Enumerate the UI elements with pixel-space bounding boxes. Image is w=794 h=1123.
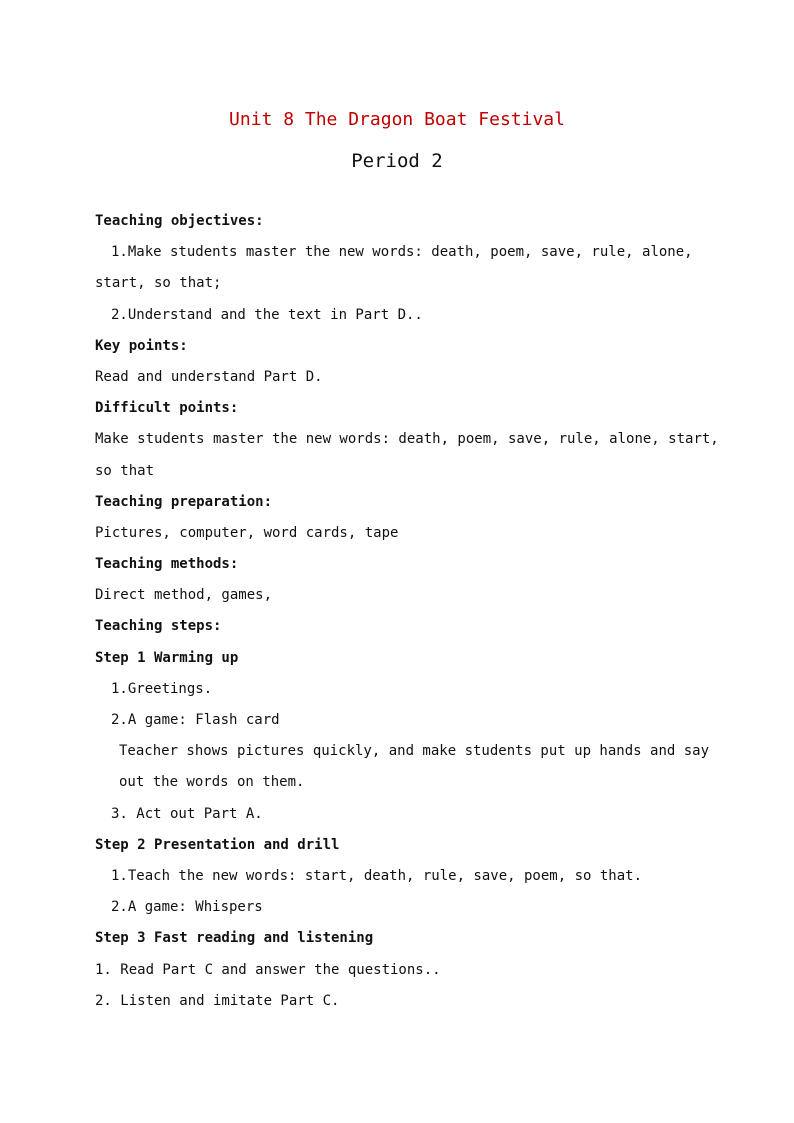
step-heading-fast-reading: Step 3 Fast reading and listening (95, 930, 374, 947)
teaching-methods-text: Direct method, games, (95, 587, 273, 604)
objective-item: 2.Understand and the text in Part D.. (111, 306, 423, 323)
document-title: Unit 8 The Dragon Boat Festival (229, 109, 565, 130)
section-heading-teaching-objectives: Teaching objectives: (95, 213, 264, 229)
step-item: 1.Greetings. (111, 680, 213, 697)
step-item-detail: Teacher shows pictures quickly, and make students put up hands and say (119, 743, 710, 760)
step-item: 3. Act out Part A. (111, 805, 263, 822)
step-item-detail-continued: out the words on them. (119, 774, 305, 791)
difficult-points-text: Make students master the new words: death, poem, save, rule, alone, start, (95, 431, 719, 448)
objective-item: 1.Make students master the new words: death, poem, save, rule, alone, (111, 244, 693, 261)
step-heading-presentation-drill: Step 2 Presentation and drill (95, 836, 340, 853)
step-item: 1.Teach the new words: start, death, rule, save, poem, so that. (111, 867, 643, 884)
teaching-preparation-text: Pictures, computer, word cards, tape (95, 524, 399, 541)
step-item: 1. Read Part C and answer the questions.. (95, 961, 441, 978)
section-heading-teaching-steps: Teaching steps: (95, 618, 222, 635)
difficult-points-text-continued: so that (95, 462, 155, 479)
key-points-text: Read and understand Part D. (95, 368, 323, 385)
section-heading-teaching-methods: Teaching methods: (95, 556, 239, 573)
document-body (95, 206, 719, 1017)
section-heading-key-points: Key points: (95, 337, 188, 354)
section-heading-difficult-points: Difficult points: (95, 400, 239, 417)
objective-item-continued: start, so that; (95, 275, 222, 292)
document-subtitle: Period 2 (351, 150, 443, 172)
step-item: 2. Listen and imitate Part C. (95, 992, 340, 1009)
step-item: 2.A game: Flash card (111, 712, 280, 728)
step-item: 2.A game: Whispers (111, 899, 263, 916)
step-heading-warming-up: Step 1 Warming up (95, 649, 239, 666)
section-heading-teaching-preparation: Teaching preparation: (95, 493, 273, 510)
